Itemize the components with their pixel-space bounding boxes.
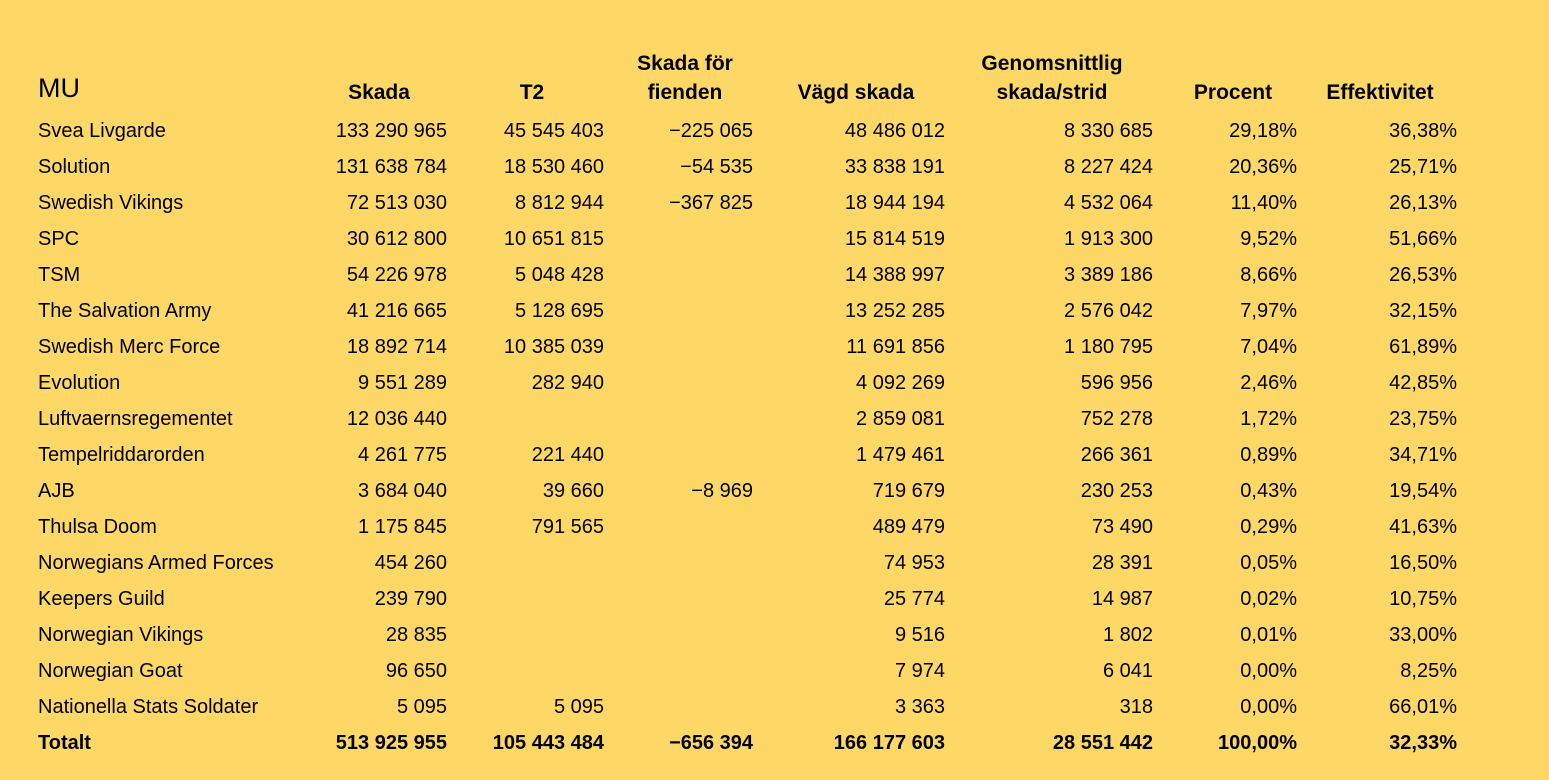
header-skada-for-fienden-line2: fienden bbox=[647, 81, 723, 104]
cell-effektivitet: 26,13% bbox=[1389, 192, 1457, 214]
cell-procent: 0,02% bbox=[1240, 588, 1297, 610]
cell-name: Keepers Guild bbox=[38, 588, 165, 610]
cell-spacer bbox=[1458, 149, 1549, 185]
cell-skada-for-fienden bbox=[606, 437, 754, 473]
cell-spacer bbox=[1458, 365, 1549, 401]
cell-t2 bbox=[448, 545, 606, 581]
cell-procent: 0,00% bbox=[1240, 660, 1297, 682]
table-row bbox=[0, 437, 1549, 473]
header-genomsnittlig-line2: skada/strid bbox=[996, 81, 1108, 104]
cell-procent: 29,18% bbox=[1229, 120, 1297, 142]
header-spacer bbox=[1458, 0, 1549, 113]
cell-name: SPC bbox=[38, 228, 80, 250]
cell-procent: 7,97% bbox=[1240, 300, 1297, 322]
header-row bbox=[0, 0, 1549, 113]
cell-procent: 0,00% bbox=[1240, 696, 1297, 718]
table-row bbox=[0, 653, 1549, 689]
cell-genomsnittlig: 318 bbox=[1119, 696, 1153, 718]
cell-spacer bbox=[1458, 653, 1549, 689]
cell-genomsnittlig: 28 391 bbox=[1091, 552, 1153, 574]
cell-vagd-skada: 166 177 603 bbox=[833, 732, 945, 754]
table-row bbox=[0, 185, 1549, 221]
cell-vagd-skada: 4 092 269 bbox=[856, 372, 945, 394]
cell-skada: 12 036 440 bbox=[346, 408, 447, 430]
cell-genomsnittlig: 8 330 685 bbox=[1064, 120, 1153, 142]
cell-vagd-skada: 15 814 519 bbox=[844, 228, 945, 250]
cell-name: Totalt bbox=[38, 732, 91, 754]
cell-effektivitet: 42,85% bbox=[1389, 372, 1457, 394]
table-row bbox=[0, 365, 1549, 401]
cell-vagd-skada: 1 479 461 bbox=[856, 444, 945, 466]
cell-skada-for-fienden bbox=[606, 221, 754, 257]
header-effektivitet: Effektivitet bbox=[1326, 81, 1434, 104]
table-row bbox=[0, 293, 1549, 329]
cell-vagd-skada: 11 691 856 bbox=[846, 336, 945, 358]
header-skada-for-fienden-line1: Skada för bbox=[637, 52, 733, 75]
cell-procent: 1,72% bbox=[1240, 408, 1297, 430]
cell-genomsnittlig: 1 802 bbox=[1102, 624, 1153, 646]
cell-spacer bbox=[1458, 221, 1549, 257]
total-row bbox=[0, 725, 1549, 761]
cell-vagd-skada: 13 252 285 bbox=[844, 300, 945, 322]
cell-genomsnittlig: 1 913 300 bbox=[1064, 228, 1153, 250]
header-procent: Procent bbox=[1193, 81, 1273, 104]
cell-name: Norwegian Vikings bbox=[38, 624, 204, 646]
cell-name: Swedish Vikings bbox=[38, 192, 184, 214]
cell-spacer bbox=[1458, 581, 1549, 617]
cell-effektivitet: 41,63% bbox=[1389, 516, 1457, 538]
cell-t2 bbox=[448, 401, 606, 437]
cell-skada-for-fienden bbox=[606, 293, 754, 329]
cell-skada: 454 260 bbox=[374, 552, 447, 574]
table-row bbox=[0, 509, 1549, 545]
cell-skada-for-fienden bbox=[606, 617, 754, 653]
cell-vagd-skada: 719 679 bbox=[872, 480, 945, 502]
cell-skada-for-fienden bbox=[606, 653, 754, 689]
cell-genomsnittlig: 2 576 042 bbox=[1064, 300, 1153, 322]
cell-spacer bbox=[1458, 401, 1549, 437]
table-row bbox=[0, 473, 1549, 509]
cell-effektivitet: 36,38% bbox=[1389, 120, 1457, 142]
table-row bbox=[0, 113, 1549, 149]
cell-skada-for-fienden bbox=[606, 689, 754, 725]
cell-genomsnittlig: 73 490 bbox=[1091, 516, 1153, 538]
cell-name: Tempelriddarorden bbox=[38, 444, 205, 466]
cell-skada-for-fienden: −54 535 bbox=[680, 156, 753, 178]
cell-skada-for-fienden: −656 394 bbox=[669, 732, 753, 754]
cell-skada: 131 638 784 bbox=[335, 156, 447, 178]
cell-spacer bbox=[1458, 689, 1549, 725]
cell-vagd-skada: 48 486 012 bbox=[844, 120, 945, 142]
cell-effektivitet: 66,01% bbox=[1389, 696, 1457, 718]
cell-t2: 5 048 428 bbox=[515, 264, 604, 286]
cell-name: Norwegian Goat bbox=[38, 660, 183, 682]
cell-name: AJB bbox=[38, 480, 75, 502]
cell-spacer bbox=[1458, 185, 1549, 221]
cell-genomsnittlig: 1 180 795 bbox=[1064, 336, 1153, 358]
cell-skada-for-fienden: −367 825 bbox=[669, 192, 753, 214]
cell-vagd-skada: 489 479 bbox=[872, 516, 945, 538]
cell-procent: 0,01% bbox=[1240, 624, 1297, 646]
cell-effektivitet: 19,54% bbox=[1389, 480, 1457, 502]
table-row bbox=[0, 149, 1549, 185]
cell-spacer bbox=[1458, 293, 1549, 329]
cell-skada: 96 650 bbox=[385, 660, 447, 682]
cell-skada-for-fienden: −225 065 bbox=[669, 120, 753, 142]
cell-skada: 54 226 978 bbox=[346, 264, 447, 286]
cell-effektivitet: 16,50% bbox=[1389, 552, 1457, 574]
cell-procent: 0,29% bbox=[1240, 516, 1297, 538]
header-genomsnittlig bbox=[946, 0, 1154, 113]
cell-procent: 100,00% bbox=[1218, 732, 1297, 754]
cell-vagd-skada: 14 388 997 bbox=[844, 264, 945, 286]
cell-name: Luftvaernsregementet bbox=[38, 408, 233, 430]
cell-vagd-skada: 25 774 bbox=[883, 588, 945, 610]
cell-effektivitet: 34,71% bbox=[1389, 444, 1457, 466]
cell-vagd-skada: 74 953 bbox=[883, 552, 945, 574]
cell-skada: 513 925 955 bbox=[335, 732, 447, 754]
cell-spacer bbox=[1458, 545, 1549, 581]
header-skada: Skada bbox=[348, 81, 410, 104]
cell-spacer bbox=[1458, 329, 1549, 365]
cell-t2: 18 530 460 bbox=[503, 156, 604, 178]
cell-name: Norwegians Armed Forces bbox=[38, 552, 274, 574]
cell-skada: 5 095 bbox=[396, 696, 447, 718]
table-row bbox=[0, 221, 1549, 257]
cell-skada-for-fienden bbox=[606, 401, 754, 437]
table-row bbox=[0, 617, 1549, 653]
cell-t2: 791 565 bbox=[531, 516, 604, 538]
cell-t2: 5 128 695 bbox=[515, 300, 604, 322]
cell-effektivitet: 32,15% bbox=[1389, 300, 1457, 322]
cell-procent: 0,89% bbox=[1240, 444, 1297, 466]
cell-effektivitet: 51,66% bbox=[1389, 228, 1457, 250]
cell-effektivitet: 61,89% bbox=[1389, 336, 1457, 358]
cell-procent: 7,04% bbox=[1240, 336, 1297, 358]
cell-spacer bbox=[1458, 617, 1549, 653]
cell-vagd-skada: 33 838 191 bbox=[844, 156, 945, 178]
cell-name: Svea Livgarde bbox=[38, 120, 166, 142]
cell-skada-for-fienden bbox=[606, 257, 754, 293]
header-genomsnittlig-line1: Genomsnittlig bbox=[981, 52, 1123, 75]
cell-genomsnittlig: 6 041 bbox=[1102, 660, 1153, 682]
cell-name: Nationella Stats Soldater bbox=[38, 696, 259, 718]
cell-t2: 221 440 bbox=[531, 444, 604, 466]
cell-effektivitet: 23,75% bbox=[1389, 408, 1457, 430]
cell-procent: 8,66% bbox=[1240, 264, 1297, 286]
cell-skada-for-fienden bbox=[606, 365, 754, 401]
cell-skada-for-fienden bbox=[606, 509, 754, 545]
table-row bbox=[0, 329, 1549, 365]
cell-effektivitet: 25,71% bbox=[1389, 156, 1457, 178]
cell-t2: 10 385 039 bbox=[503, 336, 604, 358]
cell-genomsnittlig: 752 278 bbox=[1080, 408, 1153, 430]
header-mu: MU bbox=[38, 73, 80, 103]
cell-skada: 239 790 bbox=[374, 588, 447, 610]
cell-vagd-skada: 2 859 081 bbox=[856, 408, 945, 430]
cell-name: Thulsa Doom bbox=[38, 516, 157, 538]
cell-procent: 20,36% bbox=[1229, 156, 1297, 178]
cell-vagd-skada: 9 516 bbox=[894, 624, 945, 646]
cell-skada: 30 612 800 bbox=[346, 228, 447, 250]
cell-skada: 1 175 845 bbox=[358, 516, 447, 538]
cell-t2: 282 940 bbox=[531, 372, 604, 394]
cell-skada-for-fienden bbox=[606, 581, 754, 617]
cell-name: TSM bbox=[38, 264, 81, 286]
cell-procent: 0,05% bbox=[1240, 552, 1297, 574]
cell-t2 bbox=[448, 653, 606, 689]
cell-skada: 9 551 289 bbox=[358, 372, 447, 394]
cell-effektivitet: 33,00% bbox=[1389, 624, 1457, 646]
cell-skada: 18 892 714 bbox=[346, 336, 447, 358]
cell-skada-for-fienden bbox=[606, 329, 754, 365]
cell-genomsnittlig: 266 361 bbox=[1080, 444, 1153, 466]
header-t2: T2 bbox=[519, 81, 545, 104]
cell-vagd-skada: 7 974 bbox=[894, 660, 945, 682]
header-skada-for-fienden bbox=[606, 0, 754, 113]
table-row bbox=[0, 257, 1549, 293]
table-row bbox=[0, 581, 1549, 617]
cell-genomsnittlig: 8 227 424 bbox=[1064, 156, 1153, 178]
cell-spacer bbox=[1458, 437, 1549, 473]
cell-t2 bbox=[448, 617, 606, 653]
cell-spacer bbox=[1458, 113, 1549, 149]
cell-spacer bbox=[1458, 509, 1549, 545]
cell-spacer bbox=[1458, 725, 1549, 761]
cell-skada: 4 261 775 bbox=[358, 444, 447, 466]
header-vagd-skada: Vägd skada bbox=[797, 81, 915, 104]
table-row bbox=[0, 545, 1549, 581]
cell-t2: 45 545 403 bbox=[503, 120, 604, 142]
cell-procent: 11,40% bbox=[1230, 192, 1297, 214]
cell-procent: 9,52% bbox=[1240, 228, 1297, 250]
cell-t2: 10 651 815 bbox=[503, 228, 604, 250]
cell-effektivitet: 26,53% bbox=[1389, 264, 1457, 286]
table-row bbox=[0, 401, 1549, 437]
table-body bbox=[0, 113, 1549, 761]
cell-genomsnittlig: 230 253 bbox=[1080, 480, 1153, 502]
cell-effektivitet: 32,33% bbox=[1389, 732, 1457, 754]
cell-vagd-skada: 18 944 194 bbox=[844, 192, 945, 214]
cell-vagd-skada: 3 363 bbox=[894, 696, 945, 718]
cell-genomsnittlig: 14 987 bbox=[1091, 588, 1153, 610]
cell-effektivitet: 10,75% bbox=[1389, 588, 1457, 610]
cell-procent: 2,46% bbox=[1240, 372, 1297, 394]
cell-name: Solution bbox=[38, 156, 111, 178]
cell-procent: 0,43% bbox=[1240, 480, 1297, 502]
cell-genomsnittlig: 3 389 186 bbox=[1064, 264, 1153, 286]
cell-skada: 28 835 bbox=[385, 624, 447, 646]
table-row bbox=[0, 689, 1549, 725]
cell-t2: 5 095 bbox=[553, 696, 604, 718]
cell-skada: 3 684 040 bbox=[358, 480, 447, 502]
cell-effektivitet: 8,25% bbox=[1400, 660, 1457, 682]
cell-t2: 39 660 bbox=[542, 480, 604, 502]
cell-spacer bbox=[1458, 473, 1549, 509]
cell-skada-for-fienden: −8 969 bbox=[691, 480, 753, 502]
cell-spacer bbox=[1458, 257, 1549, 293]
cell-t2: 105 443 484 bbox=[492, 732, 604, 754]
cell-genomsnittlig: 596 956 bbox=[1080, 372, 1153, 394]
cell-t2 bbox=[448, 581, 606, 617]
cell-name: Evolution bbox=[38, 372, 121, 394]
cell-genomsnittlig: 4 532 064 bbox=[1064, 192, 1153, 214]
cell-skada: 72 513 030 bbox=[346, 192, 447, 214]
cell-skada-for-fienden bbox=[606, 545, 754, 581]
cell-name: The Salvation Army bbox=[38, 300, 212, 322]
cell-skada: 133 290 965 bbox=[335, 120, 447, 142]
cell-name: Swedish Merc Force bbox=[38, 336, 221, 358]
cell-skada: 41 216 665 bbox=[346, 300, 447, 322]
cell-t2: 8 812 944 bbox=[515, 192, 604, 214]
cell-genomsnittlig: 28 551 442 bbox=[1052, 732, 1153, 754]
